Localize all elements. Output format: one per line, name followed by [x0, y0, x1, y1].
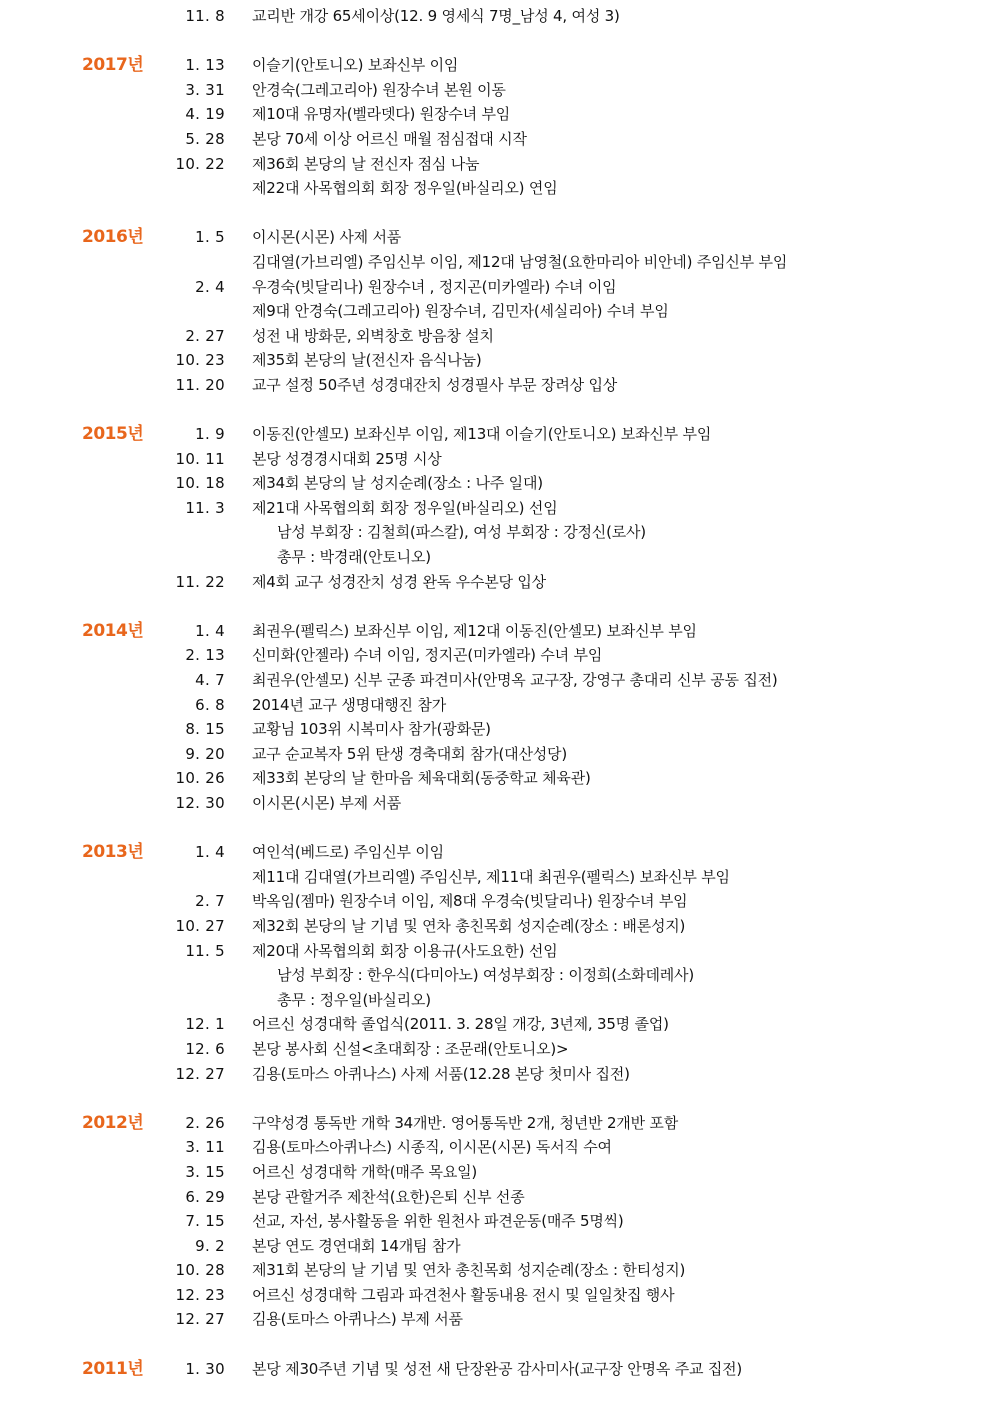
entry-text: 2014년 교구 생명대행진 참가	[252, 695, 446, 714]
entry-date: 10. 11	[175, 449, 225, 468]
entry-text: 본당 성경경시대회 25명 시상	[252, 449, 442, 468]
entry-date: 3. 15	[185, 1162, 225, 1181]
year-label: 2016년	[82, 227, 144, 248]
entry-text: 본당 연도 경연대회 14개팀 참가	[252, 1236, 461, 1255]
entry-text: 이동진(안셀모) 보좌신부 이임, 제13대 이슬기(안토니오) 보좌신부 부임	[252, 425, 712, 444]
timeline-entry	[0, 840, 992, 865]
timeline-entry	[0, 1111, 992, 1136]
entry-text: 최권우(안셀모) 신부 군종 파견미사(안명옥 교구장, 강영구 총대리 신부 공동 집전)	[252, 671, 778, 690]
entry-text: 구약성경 통독반 개학 34개반. 영어통독반 2개, 청년반 2개반 포함	[252, 1113, 679, 1132]
timeline-entry	[0, 1062, 992, 1087]
entry-text: 본당 관할거주 제찬석(요한)은퇴 신부 선종	[252, 1187, 525, 1206]
timeline-entry	[0, 791, 992, 816]
entry-text: 선교, 자선, 봉사활동을 위한 원천사 파견운동(매주 5명씩)	[252, 1212, 624, 1231]
timeline-entry	[0, 520, 992, 545]
entry-text: 성전 내 방화문, 외벽창호 방음창 설치	[252, 326, 494, 345]
entry-date: 2. 26	[185, 1113, 225, 1132]
entry-date: 10. 27	[175, 916, 225, 935]
timeline-entry	[0, 422, 992, 447]
timeline-entry	[0, 742, 992, 767]
entry-date: 1. 5	[195, 228, 225, 247]
entry-text: 이시몬(시몬) 사제 서품	[252, 228, 402, 247]
entry-text: 제35회 본당의 날(전신자 음식나눔)	[252, 351, 482, 370]
year-spacer	[0, 201, 992, 226]
entry-text: 여인석(베드로) 주임신부 이임	[252, 843, 444, 862]
entry-detail: 남성 부회장 : 한우식(다미아노) 여성부회장 : 이정희(소화데레사)	[277, 966, 694, 985]
entry-text: 교구 순교복자 5위 탄생 경축대회 참가(대산성당)	[252, 744, 567, 763]
year-spacer	[0, 398, 992, 423]
entry-date: 2. 7	[195, 892, 225, 911]
timeline-entry	[0, 914, 992, 939]
timeline-entry	[0, 78, 992, 103]
entry-date: 2. 27	[185, 326, 225, 345]
entry-text: 이시몬(시몬) 부제 서품	[252, 794, 402, 812]
entry-text: 제31회 본당의 날 기념 및 연차 총친목회 성지순례(장소 : 한티성지)	[252, 1261, 686, 1280]
timeline-entry	[0, 1135, 992, 1160]
entry-text: 신미화(안젤라) 수녀 이임, 정지곤(미카엘라) 수녀 부임	[252, 646, 603, 665]
entry-date: 11. 5	[185, 941, 225, 960]
entry-date: 10. 18	[175, 474, 225, 493]
entry-date: 11. 20	[175, 375, 225, 394]
timeline-entry	[0, 865, 992, 890]
entry-text: 안경숙(그레고리아) 원장수녀 본원 이동	[252, 80, 506, 99]
entry-text: 김용(토마스아퀴나스) 시종직, 이시몬(시몬) 독서직 수여	[252, 1138, 612, 1157]
entry-date: 12. 27	[175, 1310, 225, 1329]
timeline-entry	[0, 717, 992, 742]
entry-date: 11. 3	[185, 498, 225, 517]
timeline-entry	[0, 1283, 992, 1308]
year-label: 2017년	[82, 55, 144, 76]
timeline-entry	[0, 1160, 992, 1185]
timeline-entry	[0, 988, 992, 1013]
entry-date: 2. 4	[195, 277, 225, 296]
entry-text: 김대열(가브리엘) 주임신부 이임, 제12대 남영철(요한마리아 비안네) 주임신부 부임	[252, 252, 788, 271]
entry-text: 제22대 사목협의회 회장 정우일(바실리오) 연임	[252, 179, 558, 198]
timeline-entry	[0, 447, 992, 472]
entry-text: 우경숙(빗달리나) 원장수녀 , 정지곤(미카엘라) 수녀 이임	[252, 277, 617, 296]
entry-text: 제33회 본당의 날 한마음 체육대회(동중학교 체육관)	[252, 769, 591, 788]
timeline-entry	[0, 1185, 992, 1210]
entry-text: 본당 제30주년 기념 및 성전 새 단장완공 감사미사(교구장 안명옥 주교 집전)	[252, 1359, 743, 1378]
timeline-entry	[0, 1234, 992, 1259]
timeline-entry	[0, 1357, 992, 1382]
entry-date: 9. 20	[185, 744, 225, 763]
entry-text: 최권우(펠릭스) 보좌신부 이임, 제12대 이동진(안셀모) 보좌신부 부임	[252, 621, 697, 640]
entry-detail: 남성 부회장 : 김철희(파스칼), 여성 부회장 : 강정신(로사)	[277, 523, 646, 542]
timeline-entry	[0, 176, 992, 201]
entry-date: 12. 23	[175, 1285, 225, 1304]
entry-date: 1. 4	[195, 621, 225, 640]
timeline-entry	[0, 324, 992, 349]
entry-date: 7. 15	[185, 1212, 225, 1231]
entry-date: 6. 29	[185, 1187, 225, 1206]
entry-date: 12. 6	[185, 1039, 225, 1058]
year-spacer	[0, 1332, 992, 1357]
year-label: 2013년	[82, 842, 144, 863]
entry-date: 5. 28	[185, 129, 225, 148]
timeline-entry	[0, 4, 992, 29]
entry-detail: 총무 : 박경래(안토니오)	[277, 548, 431, 567]
entry-date: 10. 26	[175, 769, 225, 788]
entry-date: 2. 13	[185, 646, 225, 665]
entry-text: 제9대 안경숙(그레고리아) 원장수녀, 김민자(세실리아) 수녀 부임	[252, 302, 669, 321]
entry-detail: 총무 : 정우일(바실리오)	[277, 990, 431, 1009]
entry-date: 10. 28	[175, 1261, 225, 1280]
timeline-entry	[0, 53, 992, 78]
entry-text: 교리반 개강 65세이상(12. 9 영세식 7명_남성 4, 여성 3)	[252, 7, 620, 25]
timeline-entry	[0, 152, 992, 177]
entry-text: 어르신 성경대학 그림과 파견천사 활동내용 전시 및 일일찻집 행사	[252, 1285, 675, 1304]
year-label: 2015년	[82, 424, 144, 445]
timeline-entry	[0, 250, 992, 275]
entry-date: 8. 15	[185, 720, 225, 739]
timeline-entry	[0, 643, 992, 668]
timeline-entry	[0, 225, 992, 250]
timeline-entry	[0, 275, 992, 300]
entry-date: 4. 7	[195, 671, 225, 690]
entry-date: 10. 23	[175, 351, 225, 370]
entry-date: 3. 11	[185, 1138, 225, 1157]
timeline-entry	[0, 299, 992, 324]
timeline-entry	[0, 496, 992, 521]
entry-text: 제10대 유명자(벨라뎃다) 원장수녀 부임	[252, 105, 511, 124]
entry-text: 제21대 사목협의회 회장 정우일(바실리오) 선임	[252, 498, 558, 517]
entry-text: 제36회 본당의 날 전신자 점심 나눔	[252, 154, 480, 173]
timeline-entry	[0, 693, 992, 718]
entry-text: 제32회 본당의 날 기념 및 연차 총친목회 성지순례(장소 : 배론성지)	[252, 916, 686, 935]
entry-text: 김용(토마스 아퀴나스) 부제 서품	[252, 1310, 463, 1329]
entry-text: 이슬기(안토니오) 보좌신부 이임	[252, 56, 459, 75]
timeline-entry	[0, 939, 992, 964]
timeline-entry	[0, 471, 992, 496]
timeline-entry	[0, 668, 992, 693]
entry-date: 1. 9	[195, 425, 225, 444]
timeline-entry	[0, 963, 992, 988]
year-label: 2014년	[82, 620, 144, 641]
history-timeline	[0, 4, 992, 1381]
entry-date: 1. 30	[185, 1359, 225, 1378]
year-label: 2012년	[82, 1112, 144, 1133]
entry-date: 1. 4	[195, 843, 225, 862]
year-spacer	[0, 1086, 992, 1111]
entry-date: 12. 30	[175, 794, 225, 812]
entry-text: 본당 봉사회 신설<초대회장 : 조문래(안토니오)>	[252, 1039, 569, 1058]
timeline-entry	[0, 545, 992, 570]
timeline-entry	[0, 127, 992, 152]
timeline-entry	[0, 619, 992, 644]
timeline-entry	[0, 373, 992, 398]
entry-text: 어르신 성경대학 개학(매주 목요일)	[252, 1162, 478, 1181]
year-spacer	[0, 29, 992, 54]
entry-text: 김용(토마스 아퀴나스) 사제 서품(12.28 본당 첫미사 집전)	[252, 1064, 630, 1083]
entry-text: 제11대 김대열(가브리엘) 주임신부, 제11대 최권우(펠릭스) 보좌신부 부임	[252, 867, 730, 886]
timeline-entry	[0, 889, 992, 914]
timeline-entry	[0, 766, 992, 791]
entry-date: 11. 8	[185, 7, 225, 25]
timeline-entry	[0, 348, 992, 373]
year-label: 2011년	[82, 1358, 144, 1379]
entry-date: 12. 27	[175, 1064, 225, 1083]
entry-date: 3. 31	[185, 80, 225, 99]
entry-date: 9. 2	[195, 1236, 225, 1255]
timeline-entry	[0, 1307, 992, 1332]
entry-date: 10. 22	[175, 154, 225, 173]
timeline-entry	[0, 1037, 992, 1062]
timeline-entry	[0, 1258, 992, 1283]
entry-text: 박옥임(젬마) 원장수녀 이임, 제8대 우경숙(빗달리나) 원장수녀 부임	[252, 892, 688, 911]
entry-date: 6. 8	[195, 695, 225, 714]
timeline-entry	[0, 570, 992, 595]
year-spacer	[0, 594, 992, 619]
timeline-entry	[0, 1012, 992, 1037]
entry-text: 본당 70세 이상 어르신 매월 점심접대 시작	[252, 129, 527, 148]
entry-text: 교구 설정 50주년 성경대잔치 성경필사 부문 장려상 입상	[252, 375, 618, 394]
entry-date: 12. 1	[185, 1015, 225, 1034]
timeline-entry	[0, 102, 992, 127]
entry-date: 1. 13	[185, 56, 225, 75]
entry-text: 제20대 사목협의회 회장 이용규(사도요한) 선임	[252, 941, 558, 960]
entry-text: 제34회 본당의 날 성지순례(장소 : 나주 일대)	[252, 474, 543, 493]
entry-text: 어르신 성경대학 졸업식(2011. 3. 28일 개강, 3년제, 35명 졸업)	[252, 1015, 669, 1034]
entry-date: 4. 19	[185, 105, 225, 124]
timeline-entry	[0, 1209, 992, 1234]
year-spacer	[0, 816, 992, 841]
entry-date: 11. 22	[175, 572, 225, 591]
entry-text: 제4회 교구 성경잔치 성경 완독 우수본당 입상	[252, 572, 546, 591]
entry-text: 교황님 103위 시복미사 참가(광화문)	[252, 720, 491, 739]
